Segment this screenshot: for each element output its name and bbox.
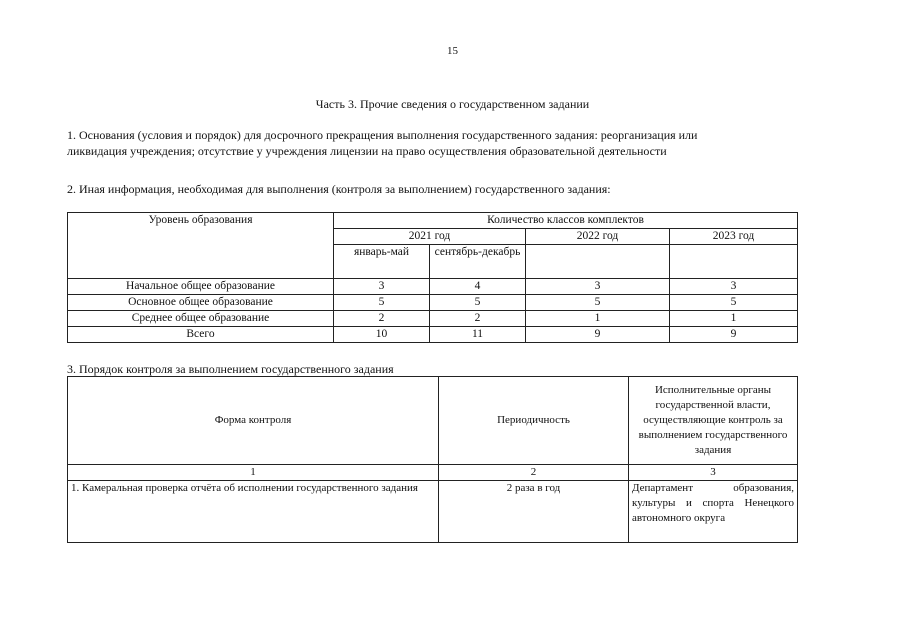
- row-bodies: Департамент образования, культуры и спорта Ненецкого автономного округа: [629, 481, 798, 543]
- col-number-3: 3: [629, 465, 798, 481]
- header-jan-may: январь-май: [334, 245, 430, 279]
- table-row: [68, 481, 798, 543]
- header-year-2022: 2022 год: [526, 229, 670, 245]
- row-value: 10: [334, 327, 430, 343]
- table-row: [68, 311, 798, 327]
- header-sep-dec: сентябрь-декабрь: [430, 245, 526, 279]
- row-value: 5: [526, 295, 670, 311]
- section1-text: [67, 127, 787, 159]
- row-value: 1: [670, 311, 798, 327]
- header-form: Форма контроля: [68, 377, 439, 465]
- row-level: Начальное общее образование: [68, 279, 334, 295]
- row-value: 3: [334, 279, 430, 295]
- row-level: Среднее общее образование: [68, 311, 334, 327]
- header-year-2023: 2023 год: [670, 229, 798, 245]
- table-row: [68, 295, 798, 311]
- section3-heading: 3. Порядок контроля за выполнением государственного задания: [67, 362, 394, 376]
- row-form: 1. Камеральная проверка отчёта об исполнении государственного задания: [68, 481, 439, 543]
- header-empty-2022: [526, 245, 670, 279]
- part-title: Часть 3. Прочие сведения о государственном задании: [315, 97, 590, 111]
- header-bodies: Исполнительные органы государственной власти, осуществляющие контроль за выполнением государственного задания: [629, 377, 798, 465]
- section1-line1: 1. Основания (условия и порядок) для досрочного прекращения выполнения государственного задания: реорганизация или: [67, 128, 698, 142]
- header-level: Уровень образования: [68, 213, 334, 279]
- page-number: 15: [447, 45, 458, 57]
- header-year-2021: 2021 год: [334, 229, 526, 245]
- table-row: [68, 279, 798, 295]
- row-value: 5: [430, 295, 526, 311]
- class-count-table: [67, 212, 798, 343]
- col-number-1: 1: [68, 465, 439, 481]
- section2-heading: 2. Иная информация, необходимая для выполнения (контроля за выполнением) государственного задания:: [67, 182, 611, 196]
- row-value: 2: [430, 311, 526, 327]
- row-value: 9: [670, 327, 798, 343]
- row-value: 5: [670, 295, 798, 311]
- col-number-2: 2: [439, 465, 629, 481]
- row-value: 5: [334, 295, 430, 311]
- row-level: Основное общее образование: [68, 295, 334, 311]
- row-value: 4: [430, 279, 526, 295]
- row-value: 1: [526, 311, 670, 327]
- header-period: Периодичность: [439, 377, 629, 465]
- row-period: 2 раза в год: [439, 481, 629, 543]
- row-value: 9: [526, 327, 670, 343]
- row-value: 11: [430, 327, 526, 343]
- row-value: 3: [670, 279, 798, 295]
- row-level: Всего: [68, 327, 334, 343]
- header-empty-2023: [670, 245, 798, 279]
- row-value: 2: [334, 311, 430, 327]
- section1-line2: ликвидация учреждения; отсутствие у учреждения лицензии на право осуществления образовательной деятельности: [67, 144, 667, 158]
- row-value: 3: [526, 279, 670, 295]
- header-count: Количество классов комплектов: [334, 213, 798, 229]
- control-table: [67, 376, 798, 543]
- table-row: [68, 327, 798, 343]
